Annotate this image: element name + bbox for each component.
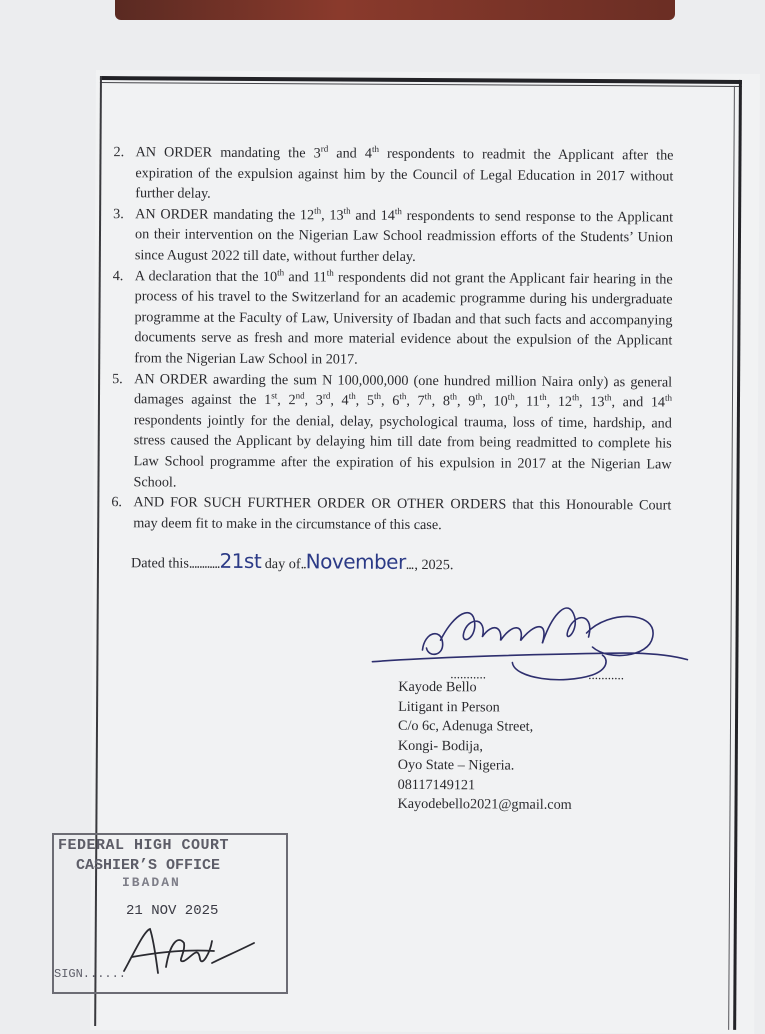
order-item xyxy=(113,204,673,269)
order-text: A declaration that the 10th and 11th respondents did not grant the Applicant fair hearing in the process of his travel to the Switzerland for an academic programme during his undergraduate programme at the Faculty of Law, University of Ibadan and that such facts and accompanying documents serve as fresh and more material evidence about the expulsion of the Applicant from the Nigerian Law School in 2017. xyxy=(134,266,673,368)
dated-dots-2: .. xyxy=(300,556,306,573)
dated-line xyxy=(131,548,454,574)
dated-dots-3: .. xyxy=(405,556,411,573)
order-item xyxy=(111,492,671,537)
order-number: 3. xyxy=(113,205,124,222)
page-border-right xyxy=(733,80,742,1030)
order-number: 6. xyxy=(111,494,123,511)
stamp-signature xyxy=(114,923,264,983)
order-number: 4. xyxy=(112,267,124,284)
signature-dots: ........... xyxy=(450,666,487,682)
signer-address-line: Kayodebello2021@gmail.com xyxy=(397,795,572,813)
signer-address-line: 08117149121 xyxy=(397,776,476,793)
order-text: AN ORDER awarding the sum N 100,000,000 (one hundred million Naira only) as general damages against the 1st, 2nd, 3rd, 4th, 5th, 6th, 7th, 8th, 9th, 10th, 11th, 12th, 13th, and 14th respondents jointly for the denial, delay, psychological trauma, loss of time, hardship, and stress caused the Applicant by delaying him till date from being readmitted to complete his Law School programme after the expiration of his expulsion in 2017 at the Nigerian Law School. xyxy=(133,370,673,490)
stamp-date: 21 NOV 2025 xyxy=(126,903,219,919)
order-number: 5. xyxy=(112,370,123,387)
signature-dots-right: ........... xyxy=(588,667,625,683)
order-item xyxy=(111,369,672,496)
order-text: AND FOR SUCH FURTHER ORDER OR OTHER ORDERS that this Honourable Court may deem fit to make in the circumstance of this case. xyxy=(133,494,672,533)
order-item xyxy=(113,142,673,207)
dated-prefix: Dated this xyxy=(130,555,189,572)
signer-name: Kayode Bello xyxy=(398,678,477,696)
order-text: AN ORDER mandating the 3rd and 4th respondents to readmit the Applicant after the expiration of the expulsion against him by the Council of Legal Education in 2017 without further delay. xyxy=(135,143,674,202)
background-object xyxy=(115,0,675,20)
signer-address-line: C/o 6c, Adenuga Street, xyxy=(397,717,534,735)
signer-address-line: Kongi- Bodija, xyxy=(397,737,484,754)
stamp-line-1: FEDERAL HIGH COURT xyxy=(58,837,230,854)
stamp-sign-label: SIGN...... xyxy=(54,967,127,981)
order-item xyxy=(112,266,673,372)
handwritten-month: November xyxy=(305,549,406,574)
signer-address-block xyxy=(397,678,572,816)
signer-address-line: Oyo State – Nigeria. xyxy=(397,756,515,774)
order-text: AN ORDER mandating the 12th, 13th and 14th respondents to send response to the Applicant on their intervention on the Nigerian Law School readmission efforts of the Students’ Union since August 2022 till date, without further delay. xyxy=(134,205,674,265)
order-number: 2. xyxy=(113,144,125,161)
stamp-line-3: IBADAN xyxy=(122,875,181,890)
dated-suffix: ., 2025. xyxy=(410,556,454,574)
stamp-line-2: CASHIER’S OFFICE xyxy=(76,857,221,874)
orders-list xyxy=(111,142,673,537)
court-stamp xyxy=(52,833,288,994)
signer-address-line: Litigant in Person xyxy=(398,698,500,715)
dated-middle: day of xyxy=(261,556,301,573)
handwritten-day: 21st xyxy=(219,548,262,574)
dated-dots: ............ xyxy=(188,555,220,572)
